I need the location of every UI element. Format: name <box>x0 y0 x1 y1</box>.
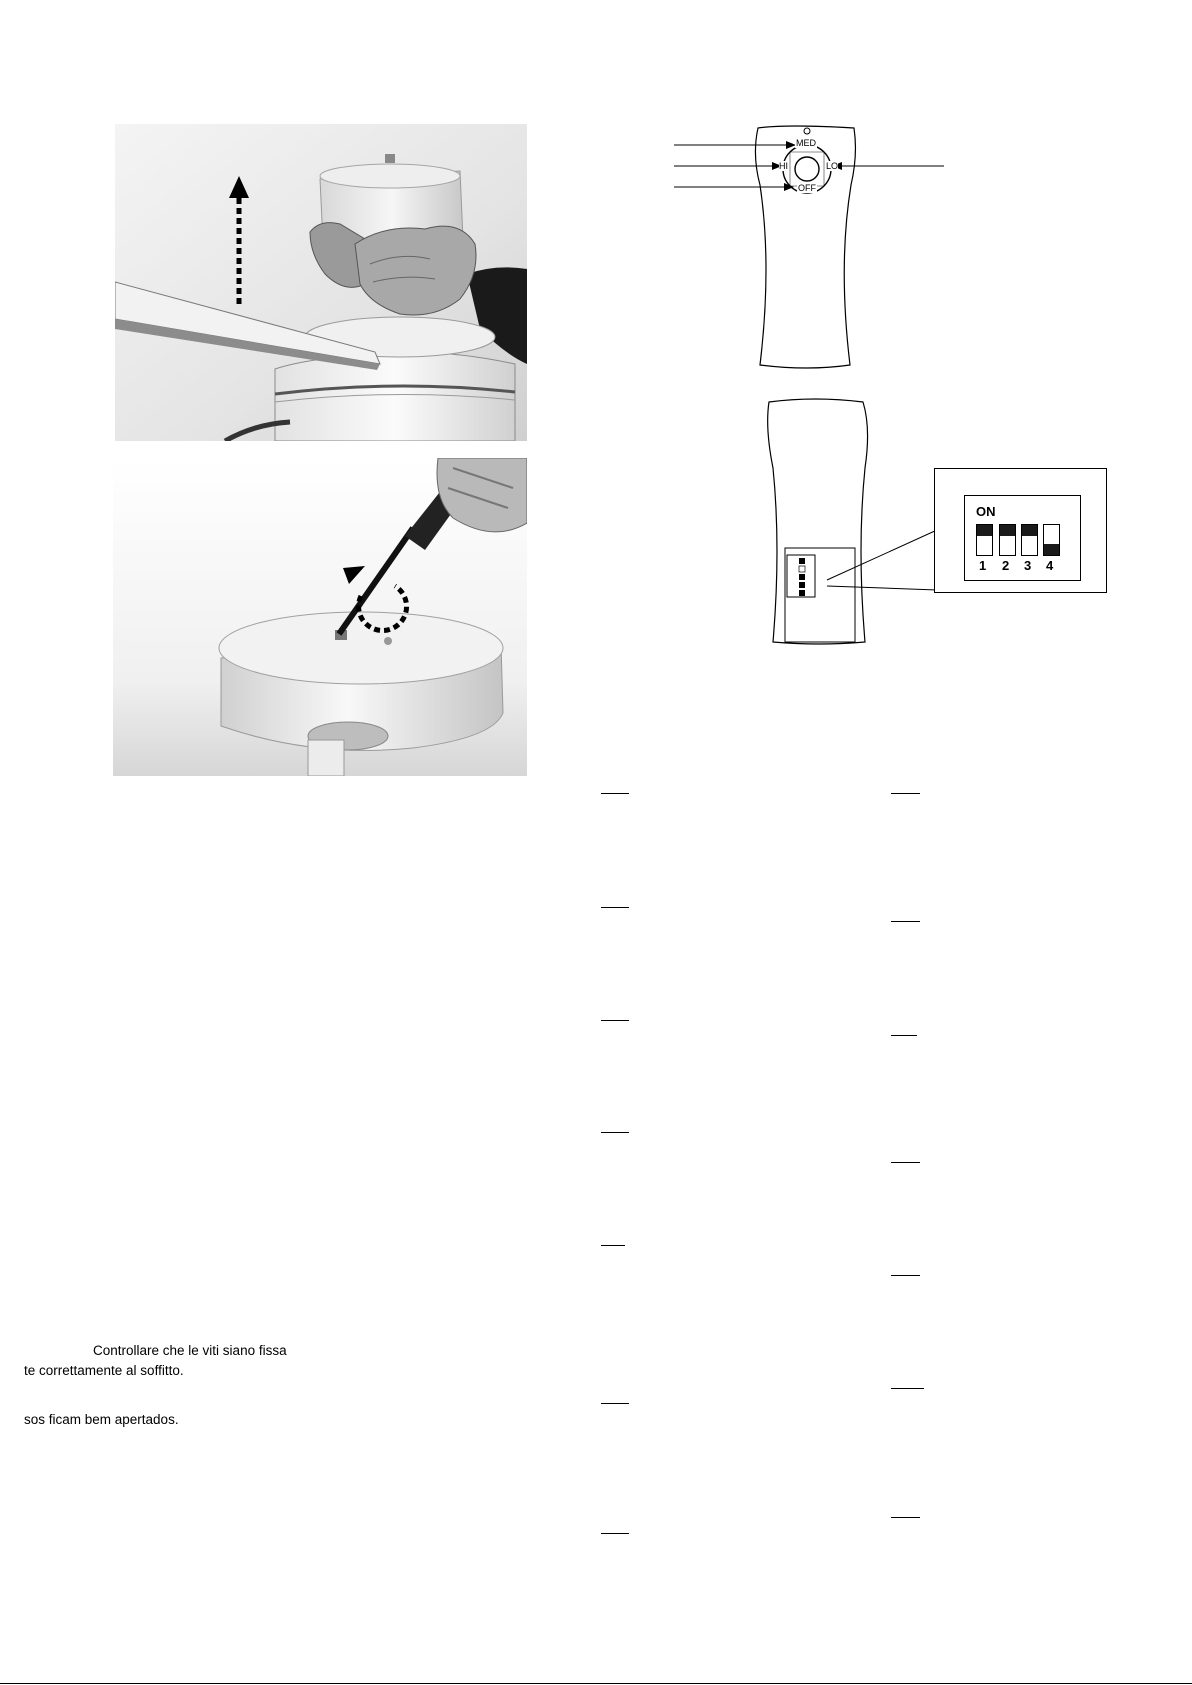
portuguese-note-line: sos ficam bem apertados. <box>24 1412 179 1427</box>
dip-switch-4[interactable] <box>1043 524 1060 556</box>
section-rule <box>891 793 920 794</box>
dip-switch-number: 4 <box>1046 558 1054 573</box>
dip-switch-number: 2 <box>1002 558 1010 573</box>
dip-switch-panel <box>964 495 1081 581</box>
remote-front-outline <box>668 125 948 375</box>
dip-switch-1[interactable] <box>976 524 993 556</box>
canopy-lift-photo <box>115 124 527 441</box>
dip-switch-on-label: ON <box>976 504 996 519</box>
section-rule <box>601 1245 625 1246</box>
off-button-label: OFF <box>798 183 816 193</box>
dip-switch-3[interactable] <box>1021 524 1038 556</box>
screw-tighten-illustration <box>113 458 527 776</box>
dip-switch-zoom <box>934 468 1107 593</box>
canopy-lift-illustration <box>115 124 527 441</box>
section-rule <box>891 1388 924 1389</box>
section-rule <box>601 793 629 794</box>
section-rule <box>601 1020 629 1021</box>
section-rule <box>891 1275 920 1276</box>
section-rule <box>601 1533 629 1534</box>
screw-tighten-photo <box>113 458 527 776</box>
med-button-label: MED <box>796 138 816 148</box>
italian-note-line-1: Controllare che le viti siano fissa <box>93 1343 287 1358</box>
italian-note-line-2: te correttamente al soffitto. <box>24 1363 184 1378</box>
section-rule <box>601 1132 629 1133</box>
section-rule <box>891 1035 917 1036</box>
dip-switch-2[interactable] <box>999 524 1016 556</box>
dip-switch-number: 1 <box>979 558 987 573</box>
page-bottom-rule <box>0 1683 1192 1684</box>
dip-switch-number: 3 <box>1024 558 1032 573</box>
section-rule <box>601 907 629 908</box>
section-rule <box>891 1162 920 1163</box>
lo-button-label: LO <box>826 161 839 171</box>
section-rule <box>891 921 920 922</box>
remote-front <box>668 125 948 375</box>
hi-button-label: HI <box>779 161 788 171</box>
section-rule <box>891 1517 920 1518</box>
section-rule <box>601 1403 629 1404</box>
